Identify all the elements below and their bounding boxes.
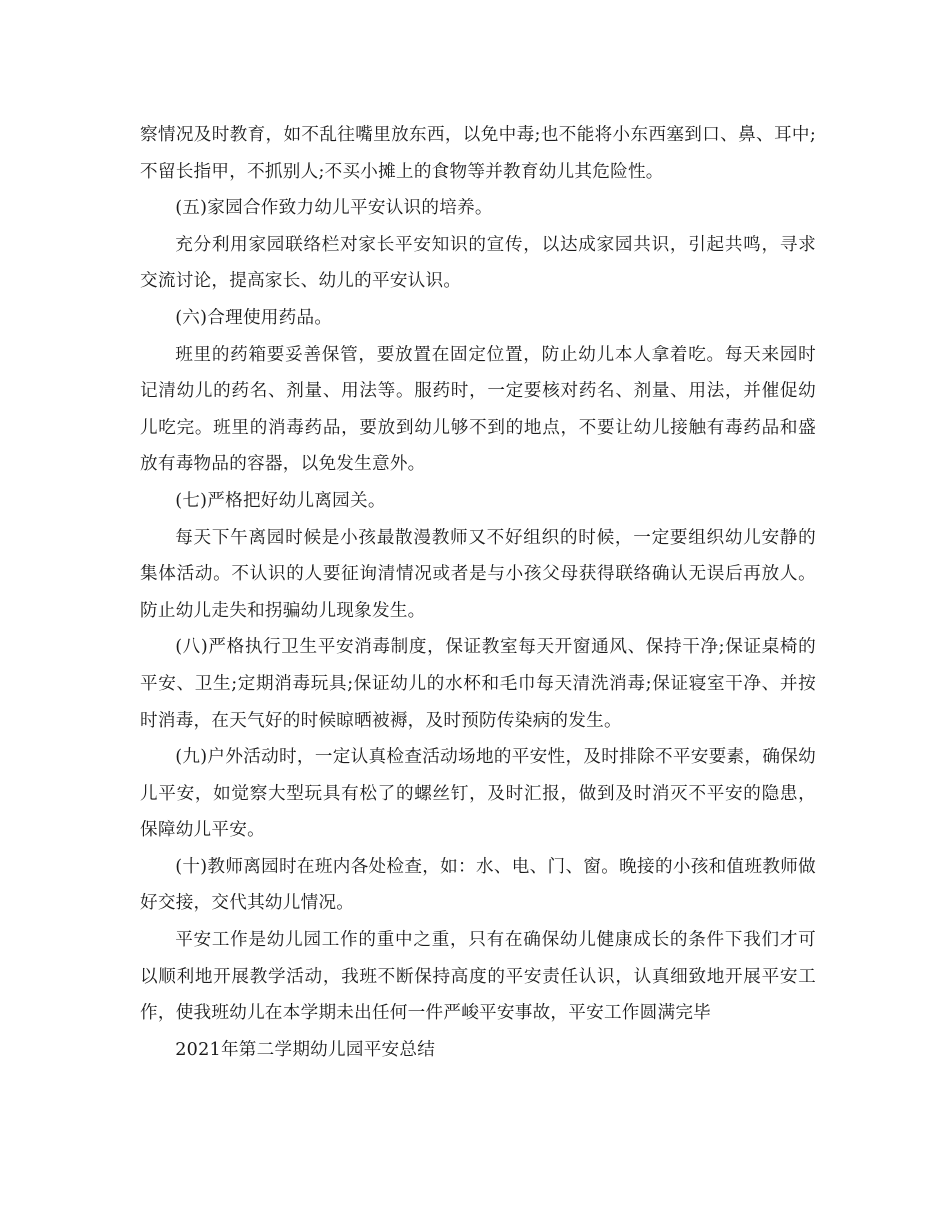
section-heading-6: (六)合理使用药品。	[175, 307, 333, 328]
section-heading-5: (五)家园合作致力幼儿平安认识的培养。	[175, 198, 493, 219]
paragraph: 每天下午离园时候是小孩最散漫教师又不好组织的时候，一定要组织幼儿安静的集体活动。不认识的人要征询清情况或者是与小孩父母获得联络确认无误后再放人。防止幼儿走失和拐骗幼儿现象发生。	[140, 527, 816, 621]
next-document-title: 2021年第二学期幼儿园平安总结	[175, 1039, 436, 1060]
paragraph: 班里的药箱要妥善保管，要放置在固定位置，防止幼儿本人拿着吃。每天来园时记清幼儿的药名、剂量、用法等。服药时，一定要核对药名、剂量、用法，并催促幼儿吃完。班里的消毒药品，要放到幼儿够不到的地点，不要让幼儿接触有毒药品和盛放有毒物品的容器，以免发生意外。	[140, 344, 816, 475]
paragraph-section-10: (十)教师离园时在班内各处检查，如：水、电、门、窗。晚接的小孩和值班教师做好交接，交代其幼儿情况。	[140, 856, 816, 914]
paragraph-continued: 察情况及时教育，如不乱往嘴里放东西，以免中毒;也不能将小东西塞到口、鼻、耳中;不留长指甲，不抓别人;不买小摊上的食物等并教育幼儿其危险性。	[140, 125, 816, 182]
paragraph-section-8: (八)严格执行卫生平安消毒制度，保证教室每天开窗通风、保持干净;保证桌椅的平安、卫生;定期消毒玩具;保证幼儿的水杯和毛巾每天清洗消毒;保证寝室干净、并按时消毒，在天气好的时候晾晒被褥，及时预防传染病的发生。	[140, 637, 816, 731]
paragraph-section-9: (九)户外活动时，一定认真检查活动场地的平安性，及时排除不平安要素，确保幼儿平安，如觉察大型玩具有松了的螺丝钉，及时汇报，做到及时消灭不平安的隐患，保障幼儿平安。	[140, 747, 816, 841]
paragraph: 充分利用家园联络栏对家长平安知识的宣传，以达成家园共识，引起共鸣，寻求交流讨论，提高家长、幼儿的平安认识。	[140, 234, 816, 292]
document-body	[140, 117, 816, 1068]
paragraph-conclusion: 平安工作是幼儿园工作的重中之重，只有在确保幼儿健康成长的条件下我们才可以顺利地开展教学活动，我班不断保持高度的平安责任认识，认真细致地开展平安工作，使我班幼儿在本学期未出任何一件严峻平安事故，平安工作圆满完毕	[140, 930, 816, 1024]
section-heading-7: (七)严格把好幼儿离园关。	[175, 490, 386, 511]
